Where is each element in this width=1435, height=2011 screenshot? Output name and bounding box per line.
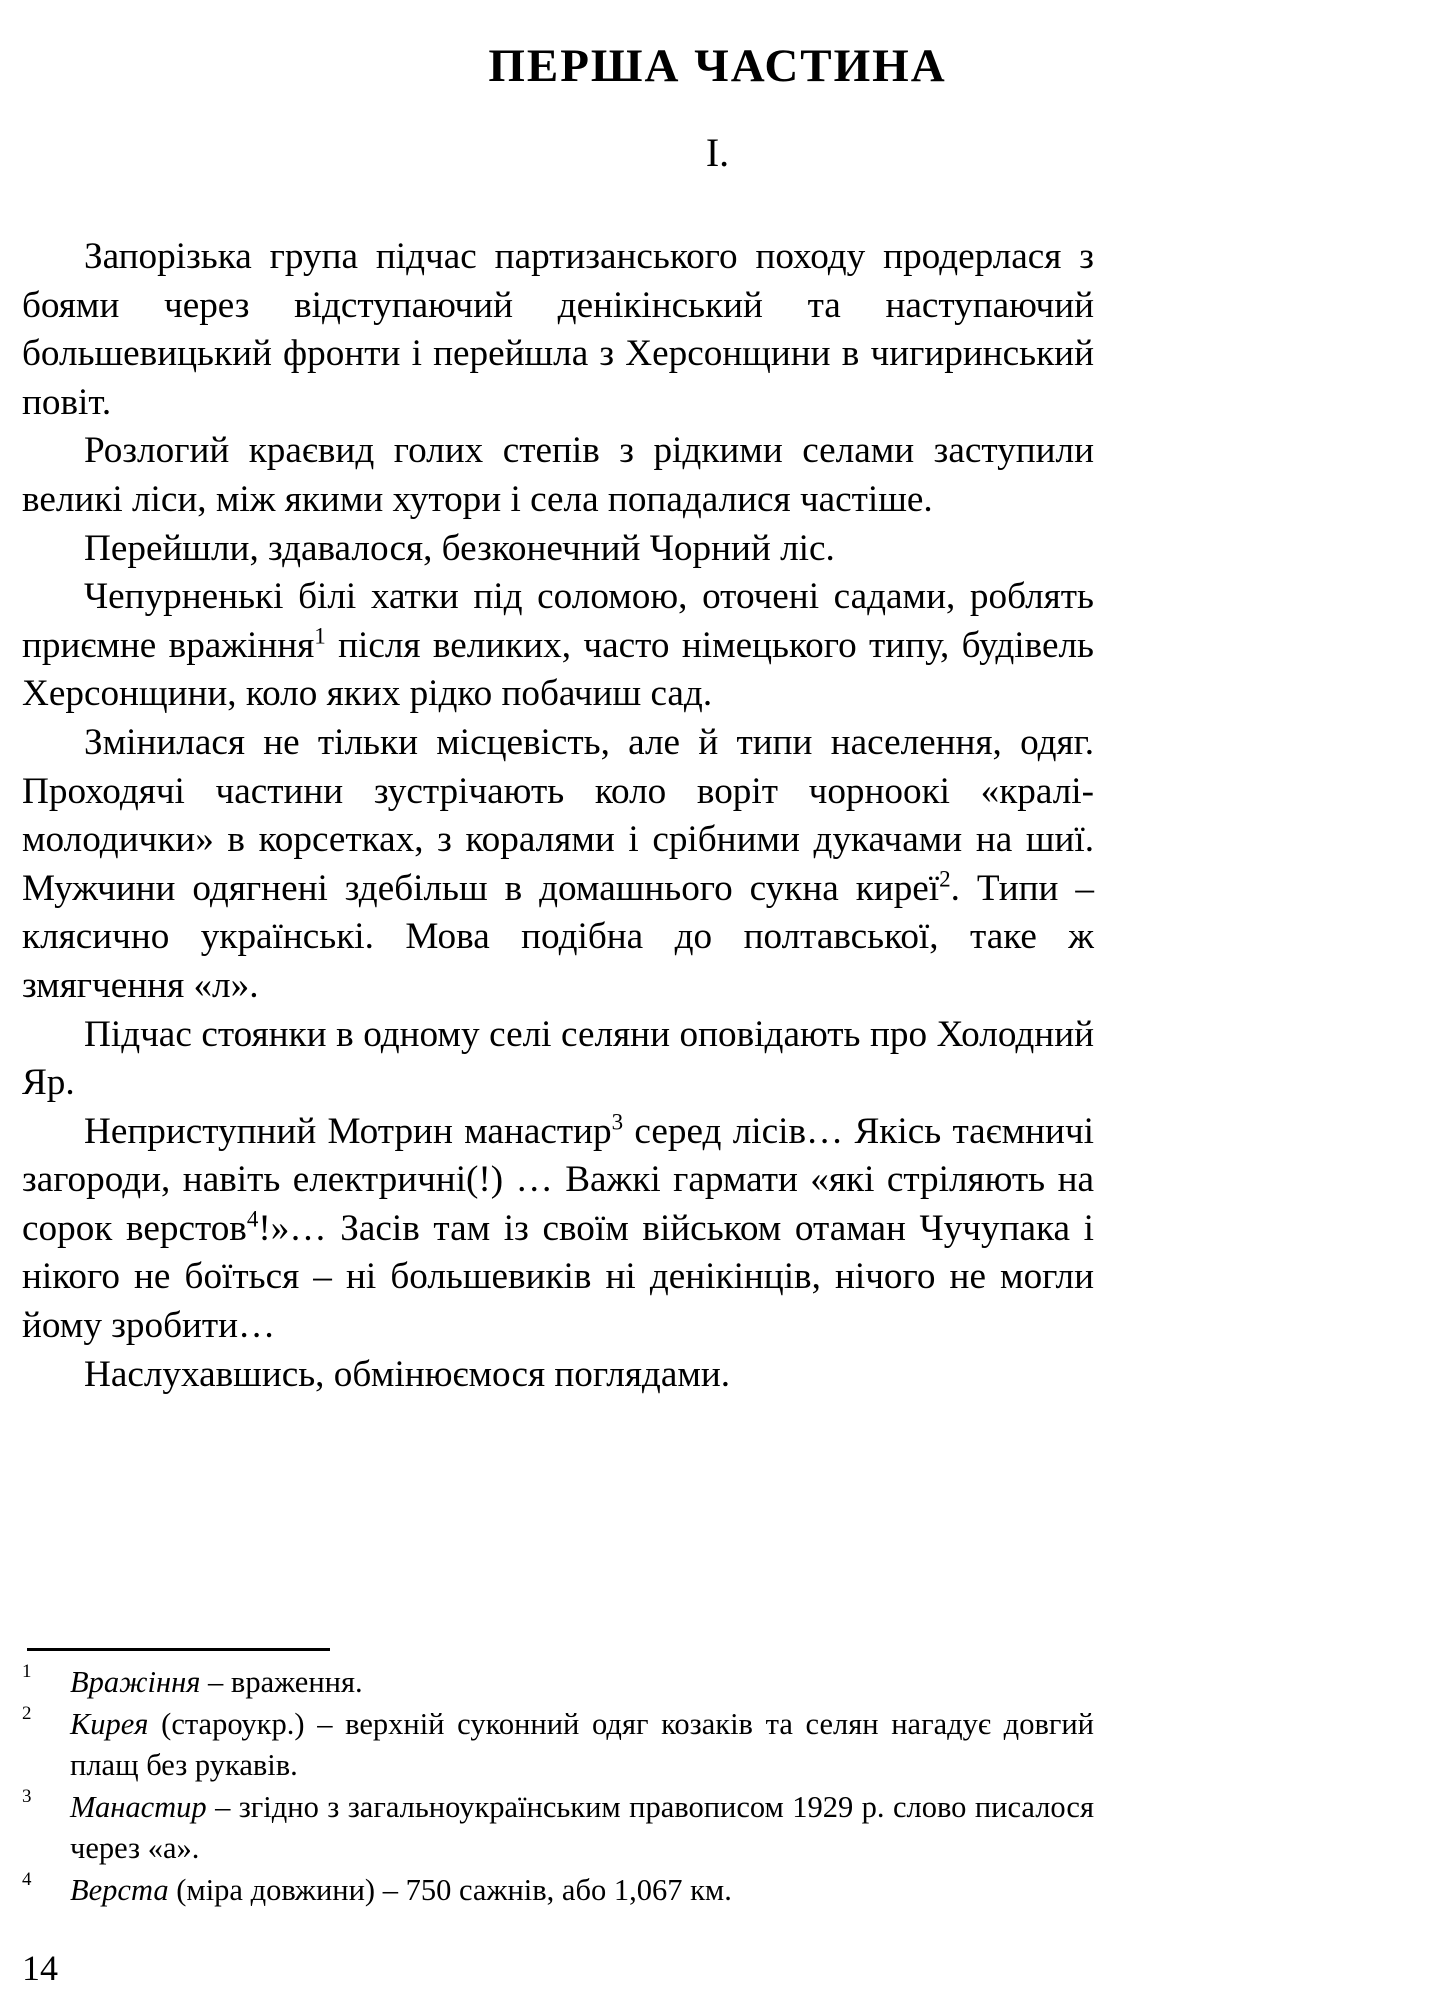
footnote-list [22, 1662, 1094, 1912]
footnote-term: Верста [70, 1873, 169, 1907]
footnote-item [22, 1662, 1094, 1703]
paragraph [22, 525, 1094, 574]
footnote-item [22, 1704, 1094, 1786]
footnote-ref-1[interactable]: 1 [314, 622, 326, 649]
paragraph [22, 573, 1094, 719]
body-text-column [22, 233, 1094, 1399]
footnote-ref-3[interactable]: 3 [611, 1108, 624, 1135]
paragraph-text-middle: серед лісів… Якісь таємничі загороди, навіть електричні(!) … Важкі гармати «які стріляють на сорок верстов [22, 1110, 1094, 1249]
footnote-number: 1 [22, 1661, 32, 1682]
footnote-term: Манастир [70, 1790, 207, 1824]
paragraph-text-after-footnote-ref: !»… Засів там із своїм військом отаман Чучупака і нікого не боїться – ні большевиків ні денікінців, нічого не могли йому зробити… [22, 1207, 1095, 1347]
page-title: ПЕРША ЧАСТИНА [488, 40, 947, 93]
paragraph [22, 1351, 1094, 1400]
paragraph-text-before-footnote-ref: Змінилася не тільки місцевість, але й типи населення, одяг. Проходячі частини зустрічають коло воріт чорноокі «кралі-молодички» в корсетках, з коралями і срібними дукачами на шиї. Мужчини одягнені здебільш в домашнього сукна киреї [22, 721, 1094, 909]
footnote-definition: – враження. [200, 1665, 363, 1699]
footnote-definition: (міра довжини) – 750 сажнів, або 1,067 км. [168, 1873, 732, 1907]
footnote-ref-4[interactable]: 4 [246, 1205, 259, 1232]
section-number: I. [705, 130, 730, 175]
paragraph-text: Запорізька група підчас партизанського походу продерлася з боями через відступаючий денікінський та наступаючий большевицький фронти і перейшла з Херсонщини в чигиринський повіт. [22, 236, 1094, 423]
paragraph [22, 1108, 1094, 1351]
footnote-number: 4 [22, 1869, 32, 1890]
paragraph-text-after-footnote-ref: . Типи – клясично українські. Мова подібна до полтавської, таке ж змягчення «л». [22, 867, 1094, 1006]
footnote-item [22, 1787, 1094, 1869]
page-number: 14 [22, 1948, 58, 1988]
footnote-definition: – згідно з загальноукраїнським правописом 1929 р. слово писалося через «а». [70, 1790, 1094, 1865]
footnote-term: Кирея [70, 1707, 149, 1741]
footnote-term: Вражіння [70, 1665, 201, 1699]
paragraph [22, 1011, 1094, 1108]
footnote-separator-rule [27, 1648, 330, 1651]
paragraph-text: Наслухавшись, обмінюємося поглядами. [84, 1353, 731, 1395]
paragraph [22, 719, 1094, 1011]
paragraph [22, 233, 1094, 427]
paragraph-text-after-footnote-ref: після великих, часто німецького типу, будівель Херсонщини, коло яких рідко побачиш сад. [22, 624, 1094, 715]
paragraph-text-before-footnote-ref: Чепурненькі білі хатки під соломою, оточені садами, роблять приємне вражіння [22, 576, 1094, 666]
paragraph-text: Перейшли, здавалося, безконечний Чорний ліс. [84, 527, 835, 569]
footnote-definition: (староукр.) – верхній суконний одяг козаків та селян нагадує довгий плащ без рукавів. [70, 1707, 1094, 1782]
paragraph-text: Підчас стоянки в одному селі селяни оповідають про Холодний Яр. [22, 1013, 1094, 1104]
footnote-item [22, 1870, 1094, 1911]
footnote-number: 3 [22, 1786, 32, 1807]
footnote-ref-2[interactable]: 2 [939, 865, 951, 892]
footnote-number: 2 [22, 1703, 32, 1724]
paragraph-text-before-footnote-ref: Неприступний Мотрин манастир [84, 1110, 612, 1152]
paragraph-text: Розлогий краєвид голих степів з рідкими селами заступили великі ліси, між якими хутори і села попадалися частіше. [22, 430, 1094, 520]
paragraph [22, 427, 1094, 524]
